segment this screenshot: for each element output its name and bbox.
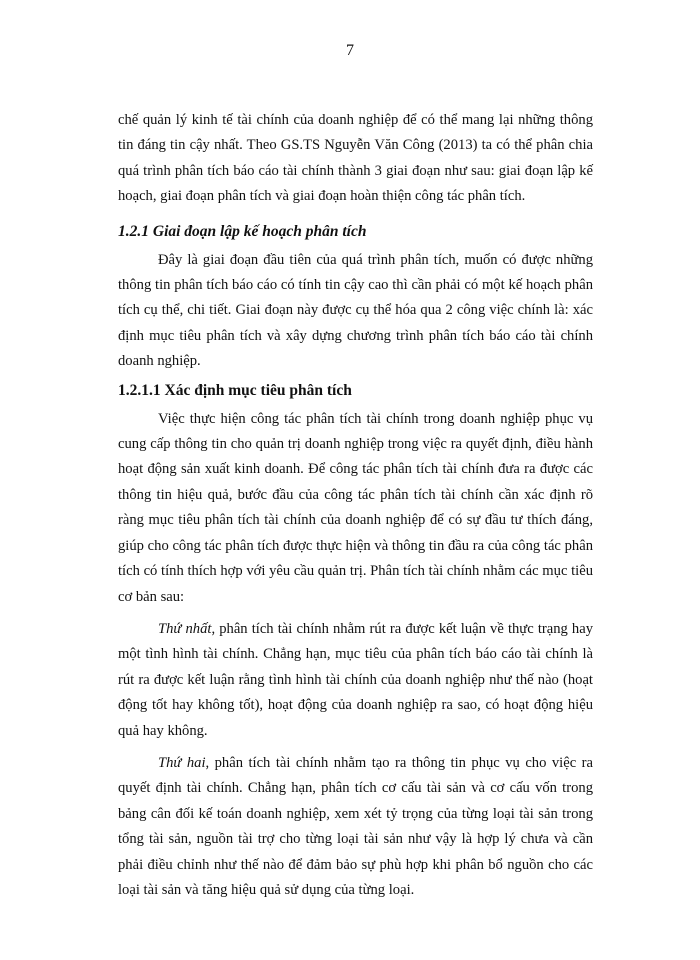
paragraph-planning-intro: Đây là giai đoạn đầu tiên của quá trình phân tích, muốn có được những thông tin phân tích báo cáo có tính tin cậy cao thì cần phải có một kế hoạch phân tích cụ thể, chi tiết. Giai đoạn này được cụ thể hóa qua 2 công việc chính là: xác định mục tiêu phân tích và xây dựng chương trình phân tích báo cáo tài chính doanh nghiệp.: [118, 251, 593, 370]
second-objective-lead: Thứ hai: [158, 754, 206, 771]
paragraph-continuation: chế quản lý kinh tế tài chính của doanh nghiệp để có thể mang lại những thông tin đáng tin cậy nhất. Theo GS.TS Nguyễn Văn Công (2013) ta có thể phân chia quá trình phân tích báo cáo tài chính thành 3 giai đoạn như sau: giai đoạn lập kế hoạch, giai đoạn phân tích và giai đoạn hoàn thiện công tác phân tích.: [118, 112, 593, 205]
paragraph-first-objective: [118, 617, 593, 744]
paragraph-second-objective: [118, 751, 593, 903]
body-text: [118, 108, 593, 903]
paragraph-objectives: Việc thực hiện công tác phân tích tài chính trong doanh nghiệp phục vụ cung cấp thông tin cho quản trị doanh nghiệp trong việc ra quyết định, điều hành hoạt động sản xuất kinh doanh. Để công tác phân tích tài chính đưa ra được các thông tin hiệu quả, bước đầu của công tác phân tích tài chính cần xác định rõ ràng mục tiêu phân tích tài chính của doanh nghiệp để có sự đầu tư thích đáng, giúp cho công tác phân tích được thực hiện và thông tin đầu ra của công tác phân tích có tính thích hợp với yêu cầu quản trị. Phân tích tài chính nhằm các mục tiêu cơ bản sau:: [118, 410, 593, 605]
first-objective-body: , phân tích tài chính nhằm rút ra được kết luận về thực trạng hay một tình hình tài chính. Chẳng hạn, mục tiêu của phân tích báo cáo tài chính là rút ra được kết luận rằng tình hình tài chính của doanh nghiệp như thế nào (hoạt động tốt hay không tốt), hoạt động của doanh nghiệp ra sao, có hoạt động hiệu quả hay không.: [118, 620, 594, 739]
page-number: 7: [346, 42, 354, 59]
heading-1-2-1-1: 1.2.1.1 Xác định mục tiêu phân tích: [118, 381, 352, 399]
second-objective-body: , phân tích tài chính nhằm tạo ra thông tin phục vụ cho việc ra quyết định tài chính. Chẳng hạn, phân tích cơ cấu tài sản và cơ cấu vốn trong bảng cân đối kế toán doanh nghiệp, xem xét tỷ trọng của từng loại tài sản trong tổng tài sản, nguồn tài trợ cho từng loại tài sản như vậy là hợp lý chưa và cần phải điều chỉnh như thế nào để đảm bảo sự phù hợp khi phân bổ nguồn cho các loại tài sản và tăng hiệu quả sử dụng của từng loại.: [118, 754, 593, 898]
heading-1-2-1: 1.2.1 Giai đoạn lập kế hoạch phân tích: [118, 222, 367, 240]
first-objective-lead: Thứ nhất: [158, 620, 212, 637]
